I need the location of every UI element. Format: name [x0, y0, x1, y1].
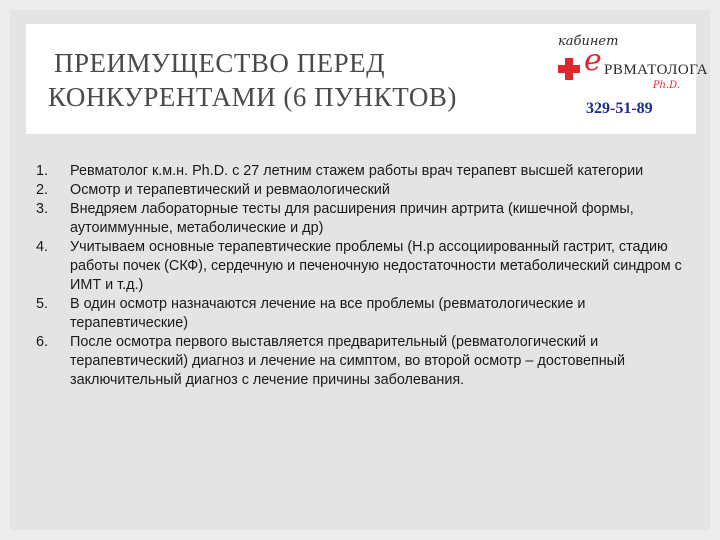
logo-suffix: Ph.D.	[652, 80, 680, 91]
medical-cross-icon	[558, 58, 580, 80]
logo-top-text: кабинет	[558, 34, 619, 49]
title-line-2: КОНКУРЕНТАМИ (6 ПУНКТОВ)	[48, 82, 457, 112]
item-number: 3.	[36, 201, 49, 217]
item-text: После осмотра первого выставляется предварительный (ревматологический и терапевтический) диагноз и лечение на симптом, во второй осмотр – достовепный заключительный диагноз с лечение причины заболевания.	[70, 334, 626, 388]
list-item	[36, 181, 696, 200]
slide-title	[48, 46, 548, 114]
clinic-logo	[554, 32, 709, 98]
logo-word: РВМАТОЛОГА	[604, 62, 709, 78]
list-item	[36, 200, 696, 238]
advantages-list	[36, 162, 696, 390]
slide	[10, 10, 710, 530]
item-number: 1.	[36, 163, 49, 179]
item-text: Внедряем лабораторные тесты для расширения причин артрита (кишечной формы, аутоиммунные, метаболические и др)	[70, 201, 634, 236]
item-text: Осмотр и терапевтический и ревмаологический	[70, 182, 390, 198]
item-text: Учитываем основные терапевтические проблемы (Н.р ассоциированный гастрит, стадию работы почек (СКФ), сердечную и печеночную недостаточности метаболический синдром с ИМТ и т.д.)	[70, 239, 682, 293]
item-text: Ревматолог к.м.н. Ph.D. с 27 летним стажем работы врач терапевт высшей категории	[70, 163, 644, 179]
item-number: 5.	[36, 296, 49, 312]
title-line-1: ПРЕИМУЩЕСТВО ПЕРЕД	[54, 48, 386, 78]
item-number: 4.	[36, 239, 49, 255]
list-item	[36, 238, 696, 295]
title-panel	[26, 24, 709, 134]
item-number: 2.	[36, 182, 49, 198]
item-number: 6.	[36, 334, 49, 350]
list-item	[36, 162, 696, 181]
logo-big-letter: е	[584, 43, 602, 78]
list-item	[36, 333, 696, 390]
list-item	[36, 295, 696, 333]
item-text: В один осмотр назначаются лечение на все проблемы (ревматологические и терапевтические)	[70, 296, 586, 331]
phone-number: 329-51-89	[586, 100, 653, 117]
